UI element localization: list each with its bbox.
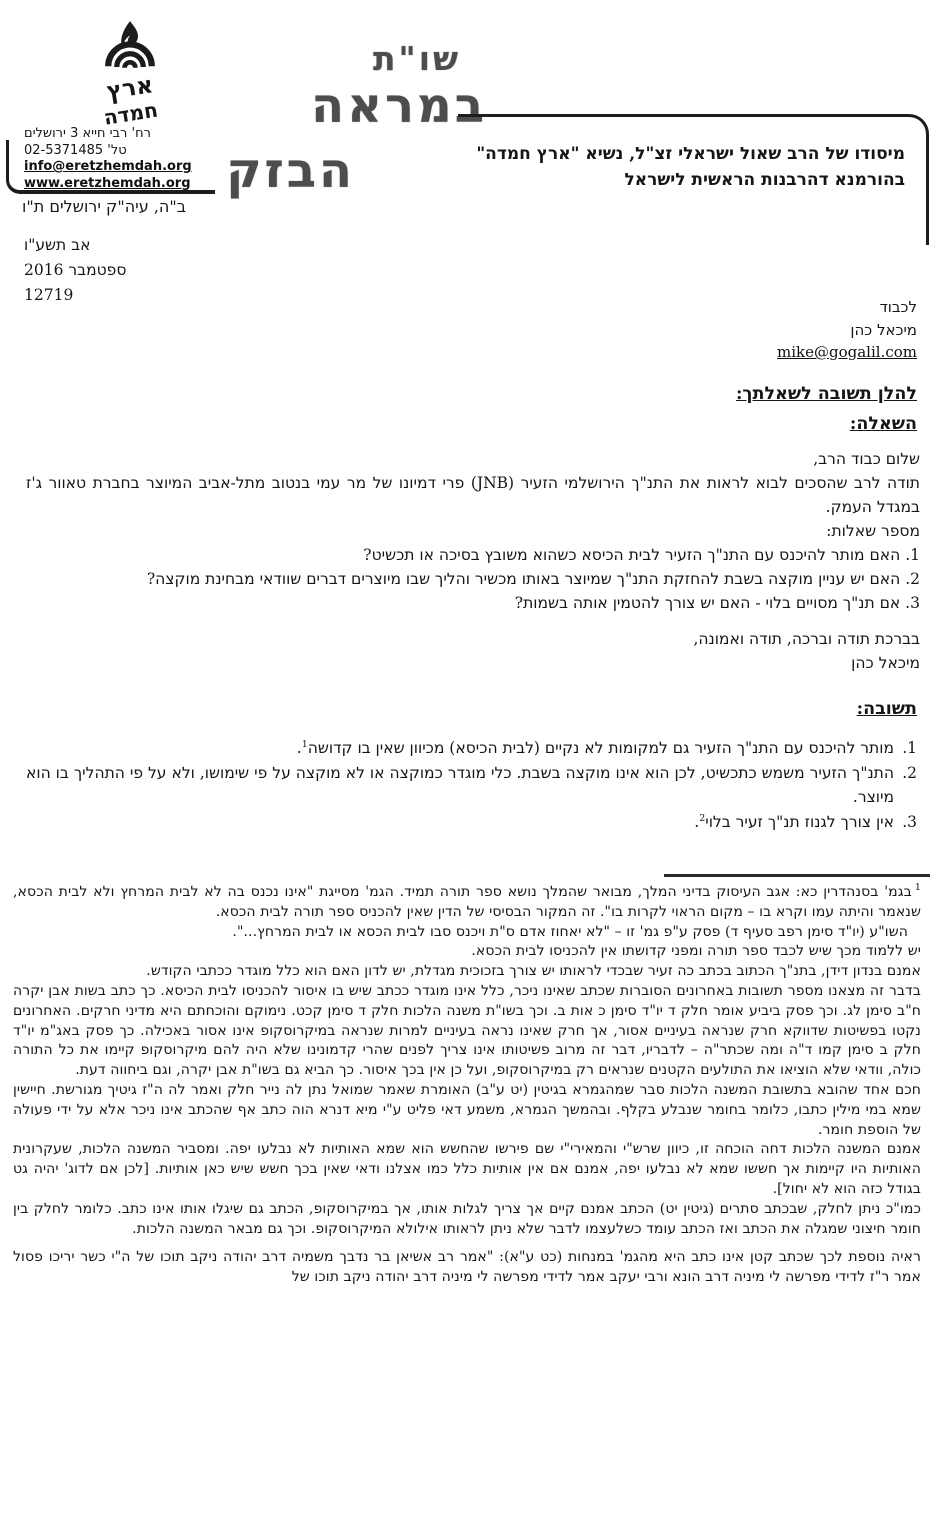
footnote-text: אמנם המשנה הלכות דחה הוכחה זו, כיוון שרש"י והמאירי"י שם פירשו שהחשש הוא שמא האותיות לא נבלעו יפה. ומסביר המשנה הלכות, שעקרונית האותיות היו קיימות אך חששו שמא לא נבלעו יפה, אמנם אם אין אותיות כלל כמו אצלנו ודאי שאין בכך חשש שיש כאן אותיות. [לכן אם לדוג' יהיה גט בגודל כזה הוא לא יחול]. <box>13 1141 921 1197</box>
logo-text-2: חמדה <box>102 97 160 130</box>
answer-item-tail: . <box>296 739 302 757</box>
contact-address: רח' רבי חייא 3 ירושלים <box>24 126 151 141</box>
footnote-text: יש ללמוד מכך שיש לכבד ספר תורה ומפני קדושתו אין להכניסו לבית הכסא. <box>471 943 921 960</box>
footnote-paragraph <box>13 1248 921 1288</box>
eretz-hemdah-logo <box>80 18 180 130</box>
footnote-paragraph <box>13 942 921 962</box>
footnote-text: בדבר זה מצאנו מספר תשובות באחרונים הסוברות שכתב שאינו ניכר, כלל אינו מוגדר ככתב שיש בו איסור להכניסו לבית הכיסא. כך כתב בשות אבן יקרה ח"ב סימן לג. וכך פסק ביביע אומר חלק ד יו"ד סימן כ אות ב. וכך בשו"ת משנה הלכות חלק ד סימן קכט. נימוקם והוכחתם היא מדיני חרקים. האחרונים נקטו בפשיטות שדווקא חרק שנראה בעיניים אסור, אך חרק שאינו נראה בעיניים למרות שנראה במיקרוסקופ אינו אסור באכילה. כך פסק באג"מ יו"ד חלק ב סימן קמו ד"ה ומה שכתר"ה – לדבריו, דבר זה מרוב פשיטותו אינו צריך לפנים שהרי קדמונינו שלא היה להם מיקרוסקופ קיימו את כל התורה כולה, וודאי שלא הוציאו את התולעים הקטנים שנראים רק במיקרוסקופ, ועל כן אין בכך איסור. כך הביא גם בשו"ת אבן יקרה, וגם ביחווה דעת. <box>13 982 921 1079</box>
gregorian-date: ספטמבר 2016 <box>24 261 127 279</box>
footnote-paragraph <box>13 883 921 923</box>
footnote-text: השו"ע (יו"ד סימן רפב סעיף ד) פסק ע"פ גמ' זו – "לא יאחוז אדם ס"ת ויכנס סבו לבית הכסא או לבית המרחץ...". <box>232 923 908 940</box>
footnote-paragraph <box>13 982 921 1081</box>
question-greeting: שלום כבוד הרב, <box>813 450 920 468</box>
question-item: 1. האם מותר להיכנס עם התנ"ך הזעיר לבית הכיסא כשהוא משובץ בסיכה או תכשיט? <box>363 546 920 564</box>
contact-website-link[interactable]: www.eretzhemdah.org <box>24 175 191 191</box>
answer-item-text: התנ"ך הזעיר משמש כתכשיט, לכן הוא אינו מוקצה בשבת. כלי מוגדר כמוקצה או לא מוקצה על פי שימושו, ולא על פי התהליך בו הוא מיוצר. <box>26 763 894 806</box>
recipient-block <box>777 296 917 364</box>
footnote-text: ראיה נוספת לכך שכתב קטן אינו כתב היא מהגמ' במנחות (כט ע"א): "אמר רב אשיאן בר נדבך משמיה דרב יהודה ניקב תוכו של ה"י כשר יריכו פסול אמר ר"ז לדידי מפרשה לי מיניה דרב הונא ורבי יעקב אמר לדידי מפרשה לי מיניה דרב יהודה ניקב תוכו של <box>13 1249 921 1286</box>
recipient-email-link[interactable]: mike@gogalil.com <box>777 343 917 361</box>
answer-item <box>26 736 920 761</box>
question-section <box>26 447 920 675</box>
title-word-shut: שו"ת <box>372 39 462 78</box>
answer-item-tail: . <box>694 812 700 831</box>
answer-heading: תשובה: <box>856 699 917 719</box>
question-item: 3. אם תנ"ך מסויים בלוי - האם יש צורך להטמין אותה בשמות? <box>514 594 920 612</box>
answer-item <box>26 810 920 835</box>
answer-item-number: 1. <box>902 739 917 757</box>
footnote-ref-2: 2 <box>699 812 706 824</box>
footnote-paragraph <box>13 1081 921 1140</box>
question-item: 2. האם יש עניין מוקצה בשבת להחזקת התנ"ך שמיוצר באותו מכשיר והליך שבו מיוצרים דברים שוודאי מבחינת מוקצה? <box>146 570 920 588</box>
footnote-paragraph <box>13 1140 921 1199</box>
logo-text-1: ארץ <box>104 70 155 106</box>
question-closing: בברכת תודה וברכה, תודה ואמונה, <box>693 630 920 648</box>
answer-item-number: 3. <box>902 812 917 831</box>
letterhead-subtitle <box>476 141 905 193</box>
answer-item-text: אין צורך לגנוז תנ"ך זעיר בלוי <box>705 812 894 831</box>
footnote-text: חכם אחד שהובא בתשובת המשנה הלכות סבר שמהגמרא בגיטין (יט ע"ב) האומרת שאמר שמואל נתן לה נייר חלק ואמר לה ה"ז גיטיך מגורשת. חיישין שמא במי מילין כתבו, כלומר בחומר שנבלע בקלף. ובהמשך הגמרא, משמע דאי פליט ע"י מיא דנרא הוה כתב אף שהכתב אינו ניכר אלא על ידי פעולה של הוספת חומר. <box>13 1081 921 1138</box>
footnote-paragraph <box>13 923 921 943</box>
footnote-text: כמו"כ ניתן לחלק, שבכתב סתרים (גיטין יט) הכתב אמנם קיים אך צריך לגלות אותו, אך במיקרוסקופ, הכתב גם שיגלו אותו אינו כתב. כלומר לחלק בין חומר חיצוני שמגלה את הכתב ואז הכתב עומד כשלעצמו לדבר שלא ניתן לראותו אילולא המיקרוסקופ. וכך גם מבאר המשנה הלכות. <box>13 1200 921 1237</box>
recipient-salutation: לכבוד <box>879 298 917 316</box>
answer-item <box>26 761 920 810</box>
contact-email-link[interactable]: info@eretzhemdah.org <box>24 159 192 174</box>
date-block <box>24 233 126 308</box>
footnote-text: אמנם בנדון דידן, בתנ"ך הכתוב בכתב כה זעיר שבכדי לראותו יש צורך בזכוכית מגדלת, יש לדון האם הוא כלל מוגדר ככתבי הקודש. <box>146 963 921 980</box>
footnote-ref-1: 1 <box>301 738 308 750</box>
footnote-separator <box>664 874 930 877</box>
question-heading: השאלה: <box>849 414 917 434</box>
footnote-marker-1: 1 <box>914 882 921 894</box>
answer-section <box>26 736 920 834</box>
reference-number: 12719 <box>24 286 74 304</box>
question-signature: מיכאל כהן <box>851 654 920 672</box>
subtitle-line-1: מיסודו של הרב שאול ישראלי זצ"ל, נשיא "ארץ חמדה" <box>476 144 905 164</box>
footnote-paragraph <box>13 962 921 982</box>
contact-phone: טל' 02-5371485 <box>24 142 127 158</box>
intro-heading: להלן תשובה לשאלתך: <box>735 384 917 404</box>
menorah-flame-icon <box>80 18 180 130</box>
title-word-habazak: הבזק <box>226 143 355 199</box>
answer-item-text: מותר להיכנס עם התנ"ך הזעיר גם למקומות לא נקיים (לבית הכיסא) מכיוון שאין בו קדושה <box>307 739 894 757</box>
footnote-text: בגמ' בסנהדרין כא: אגב העיסוק בדיני המלך, מבואר שהמלך נושא ספר תורה תמיד. הגמ' מסייגת "אינו נכנס בה לא לבית המרחץ ולא לבית הכסא, שנאמר והיתה עמו וקרא בו – מקום הראוי לקרות בו". זה המקור הבסיסי של הדין שאין להכניס ספר תורה לבית הכסא. <box>13 884 921 920</box>
question-list-intro: מספר שאלות: <box>826 522 920 540</box>
hebrew-date: אב תשע"ו <box>24 236 91 254</box>
answer-item-number: 2. <box>902 763 917 782</box>
recipient-name: מיכאל כהן <box>850 320 917 339</box>
footnote-paragraph <box>13 1200 921 1240</box>
subtitle-line-2: בהורמנא דהרבנות הראשית לישראל <box>624 170 905 190</box>
blessing-line: ב"ה, עיה"ק ירושלים ת"ו <box>22 197 186 216</box>
title-word-bemareh: במראה <box>311 78 487 134</box>
footnotes-section <box>13 883 921 1288</box>
question-intro: תודה לרב שהסכים לבוא לראות את התנ"ך הירושלמי הזעיר (JNB) פרי דמיונו של מר עמי בנטוב מתל-אביב המיוצר בחברת טאוור ג'ז במגדל העמק. <box>26 474 920 516</box>
left-bracket-rule <box>6 140 215 194</box>
